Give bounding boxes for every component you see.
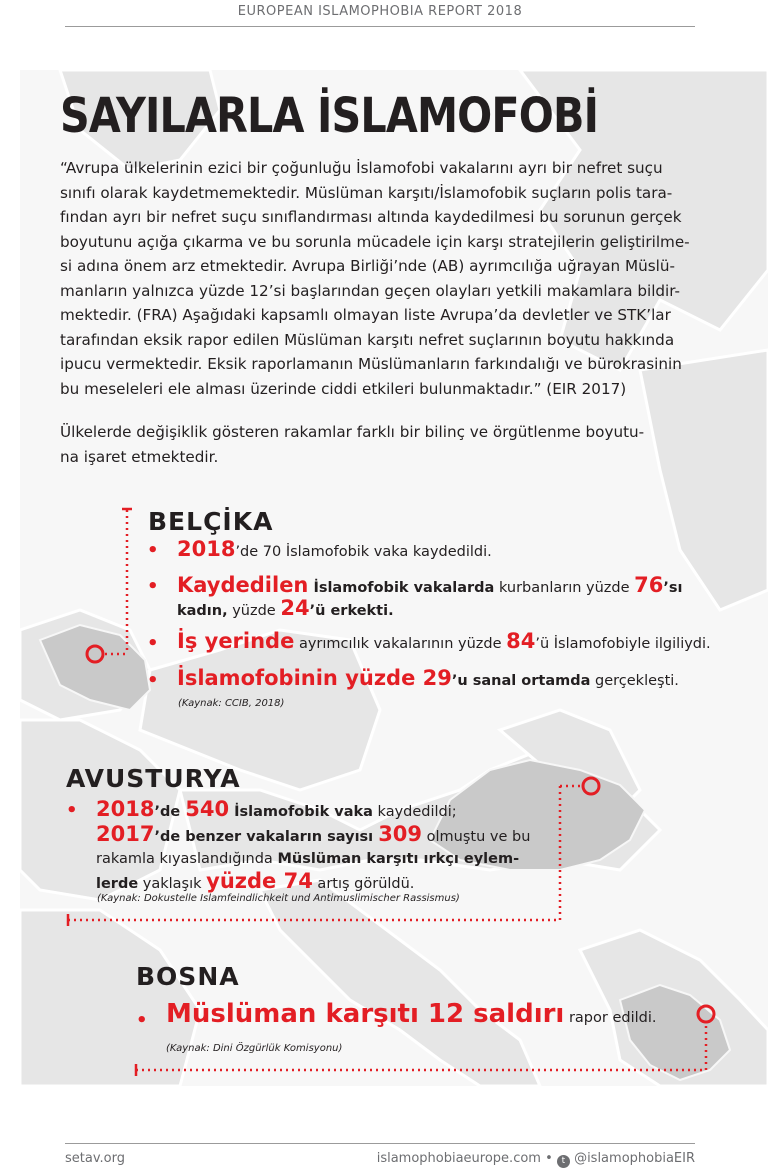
bullet-icon: •	[147, 576, 159, 597]
source-note-belcika: (Kaynak: CCIB, 2018)	[178, 698, 285, 709]
footer-separator: •	[545, 1151, 553, 1166]
intro-line: na işaret etmektedir.	[60, 447, 219, 466]
quote-line: ipucu vermektedir. Eksik raporlamanın Müslümanların farkındalığı ve bürokrasinin	[60, 355, 682, 373]
quote-line: mektedir. (FRA) Aşağıdaki kapsamlı olmayan liste Avrupa’da devletler ve STK’lar	[60, 306, 671, 324]
quote-line: tarafından eksik rapor edilen Müslüman karşıtı nefret suçlarının boyutu hakkında	[60, 330, 675, 349]
twitter-icon: t	[557, 1155, 570, 1168]
quote-line: boyutunu açığa çıkarma ve bu sorunla mücadele için karşı stratejilerin geliştirilme-	[60, 232, 690, 251]
section-title-bosna: BOSNA	[136, 962, 240, 991]
bullet-icon: •	[147, 633, 159, 654]
report-header-title: EUROPEAN ISLAMOPHOBIA REPORT 2018	[237, 4, 523, 19]
twitter-handle-link[interactable]: @islamophobiaEIR	[574, 1151, 695, 1166]
bullet-icon: •	[147, 540, 159, 561]
setav-link[interactable]: setav.org	[65, 1151, 125, 1166]
quote-line: manların yalnızca yüzde 12’si başlarından geçen olayları yetkili makamlara bildir-	[60, 281, 681, 300]
islamophobiaeurope-link[interactable]: islamophobiaeurope.com	[376, 1151, 541, 1166]
belcika-bullet-2: Kaydedilen İslamofobik vakalarda kurbanların yüzde 76’sı kadın, yüzde 24’ü erkekti.	[177, 573, 683, 620]
quote-line: bu meseleleri ele alması üzerinde ciddi etkileri bulunmaktadır.” (EIR 2017)	[60, 379, 627, 398]
bosna-bullet-1: Müslüman karşıtı 12 saldırı rapor edildi.	[166, 999, 657, 1029]
location-circle-icon	[87, 646, 103, 662]
bullet-icon: •	[147, 670, 159, 691]
quote-line: “Avrupa ülkelerinin ezici bir çoğunluğu İslamofobi vakalarını ayrı bir nefret suçu	[60, 159, 663, 177]
intro-line: Ülkelerde değişiklik gösteren rakamlar farklı bir bilinç ve örgütlenme boyutu-	[60, 423, 645, 441]
source-note-avusturya: (Kaynak: Dokustelle Islamfeindlichkeit und Antimuslimischer Rassismus)	[97, 893, 460, 904]
quote-line: si adına önem arz etmektedir. Avrupa Birliği’nde (AB) ayrımcılığa uğrayan Müslü-	[60, 257, 675, 275]
bullet-icon: •	[136, 1010, 148, 1031]
section-title-belcika: BELÇİKA	[148, 507, 274, 536]
page-footer	[65, 1143, 695, 1170]
section-title-avusturya: AVUSTURYA	[66, 764, 241, 793]
page-title: SAYILARLA İSLAMOFOBİ	[60, 88, 599, 144]
avusturya-bullet-1: 2018’de 540 İslamofobik vaka kaydedildi; 2017’de benzer vakaların sayısı 309 olmuştu ve bu rakamla kıyaslandığında Müslüman karşıtı ırkçı eylem- lerde yaklaşık yüzde 74 artış görüldü.	[96, 797, 531, 893]
quote-line: sınıfı olarak kaydetmemektedir. Müslüman karşıtı/İslamofobik suçların polis tara-	[60, 183, 673, 202]
bullet-icon: •	[66, 800, 78, 821]
footer-links	[377, 1151, 695, 1168]
belcika-bullet-1: 2018’de 70 İslamofobik vaka kaydedildi.	[177, 537, 492, 561]
belcika-bullet-4: İslamofobinin yüzde 29’u sanal ortamda gerçekleşti.	[177, 666, 679, 690]
quote-line: fından ayrı bir nefret suçu sınıflandırması altında kaydedilmesi bu sorunun gerçek	[60, 208, 682, 226]
source-note-bosna: (Kaynak: Dini Özgürlük Komisyonu)	[166, 1043, 343, 1054]
belcika-bullet-3: İş yerinde ayrımcılık vakalarının yüzde 84’ü İslamofobiyle ilgiliydi.	[177, 629, 711, 653]
location-circle-icon	[698, 1006, 714, 1022]
location-circle-icon	[583, 778, 599, 794]
